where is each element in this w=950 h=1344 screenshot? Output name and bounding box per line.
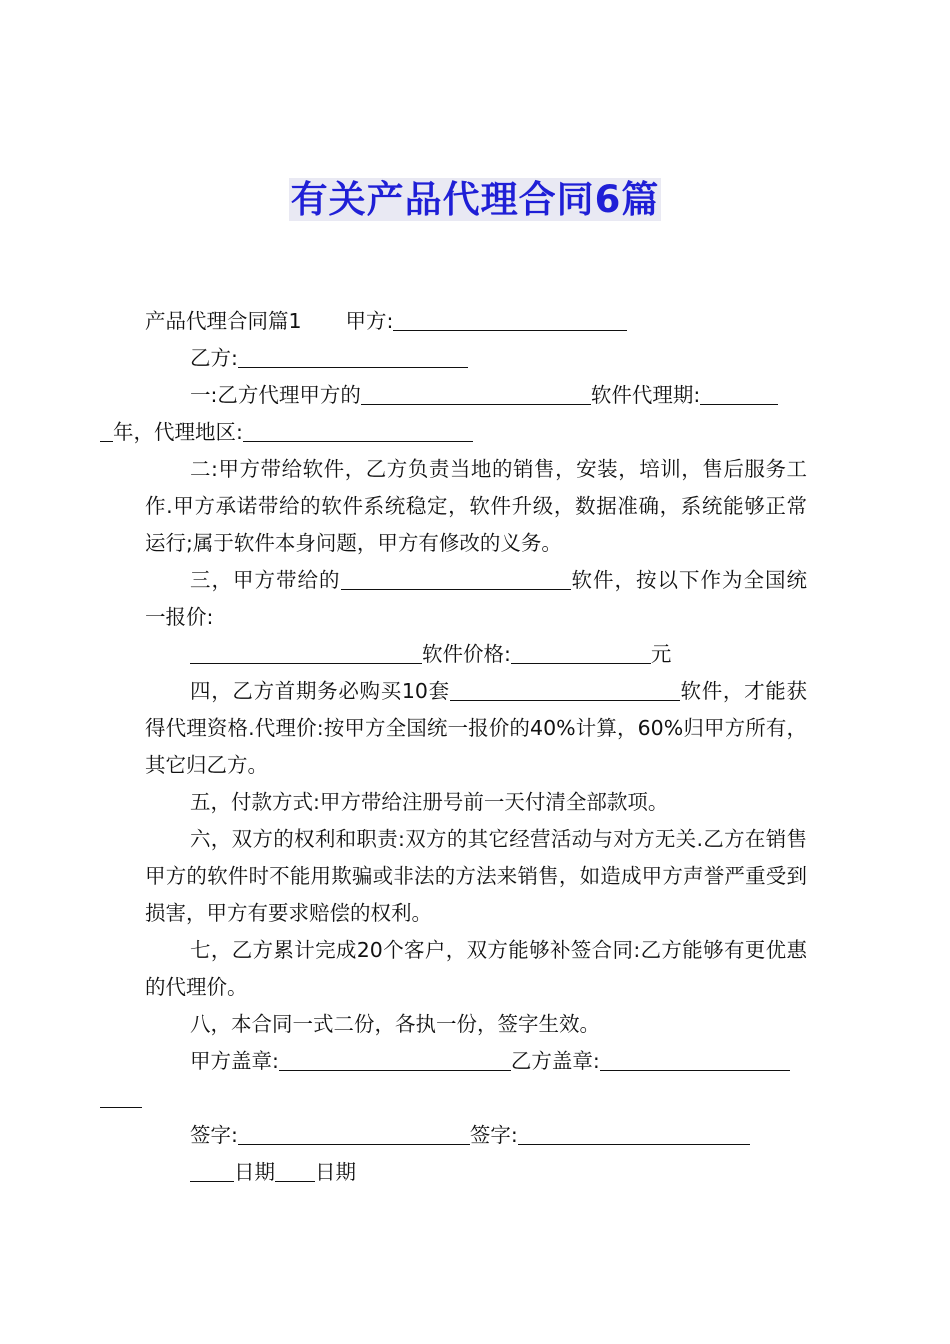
blank-line — [190, 1157, 234, 1182]
paragraph: 三，甲方带给的 软件，按以下作为全国统一报价: — [145, 562, 807, 636]
blank-line — [393, 306, 627, 331]
paragraph: 一:乙方代理甲方的 软件代理期: 年，代理地区: — [145, 377, 807, 451]
paragraph: 乙方: — [145, 340, 807, 377]
document-body — [113, 303, 807, 1191]
paragraph-sign: 签字: 签字: — [145, 1117, 807, 1154]
blank-line — [341, 565, 571, 590]
blank-line — [511, 639, 651, 664]
paragraph: 六，双方的权利和职责:双方的其它经营活动与对方无关.乙方在销售甲方的软件时不能用欺骗或非法的方法来销售，如造成甲方声誉严重受到损害，甲方有要求赔偿的权利。 — [145, 827, 807, 925]
paragraph-seal: 甲方盖章: 乙方盖章: — [145, 1043, 807, 1117]
title-text: 有关产品代理合同6篇 — [290, 178, 660, 221]
paragraph: 七，乙方累计完成20个客户，双方能够补签合同:乙方能够有更优惠的代理价。 — [145, 938, 807, 999]
blank-line — [600, 1046, 790, 1071]
paragraph: 软件价格: 元 — [145, 636, 807, 673]
blank-line — [361, 380, 591, 405]
blank-line — [279, 1046, 511, 1071]
blank-line — [700, 380, 778, 405]
blank-line — [238, 343, 468, 368]
paragraph: 八，本合同一式二份，各执一份，签字生效。 — [190, 1012, 600, 1036]
document-title — [0, 170, 950, 230]
blank-line — [238, 1120, 470, 1145]
paragraph-heading: 产品代理合同篇1 甲方: — [145, 303, 807, 340]
blank-line — [100, 417, 113, 442]
blank-line — [275, 1157, 315, 1182]
blank-line — [243, 417, 473, 442]
paragraph-date: 日期 日期 — [145, 1154, 807, 1191]
paragraph: 五，付款方式:甲方带给注册号前一天付清全部款项。 — [190, 790, 669, 814]
blank-line — [518, 1120, 750, 1145]
paragraph: 四，乙方首期务必购买10套 软件，才能获得代理资格.代理价:按甲方全国统一报价的40%计算，60%归甲方所有，其它归乙方。 — [145, 673, 807, 784]
blank-line — [100, 1083, 142, 1108]
blank-line — [190, 639, 422, 664]
paragraph: 二:甲方带给软件，乙方负责当地的销售，安装，培训，售后服务工作.甲方承诺带给的软件系统稳定，软件升级，数据准确，系统能够正常运行;属于软件本身问题，甲方有修改的义务。 — [145, 457, 807, 555]
blank-line — [450, 676, 680, 701]
